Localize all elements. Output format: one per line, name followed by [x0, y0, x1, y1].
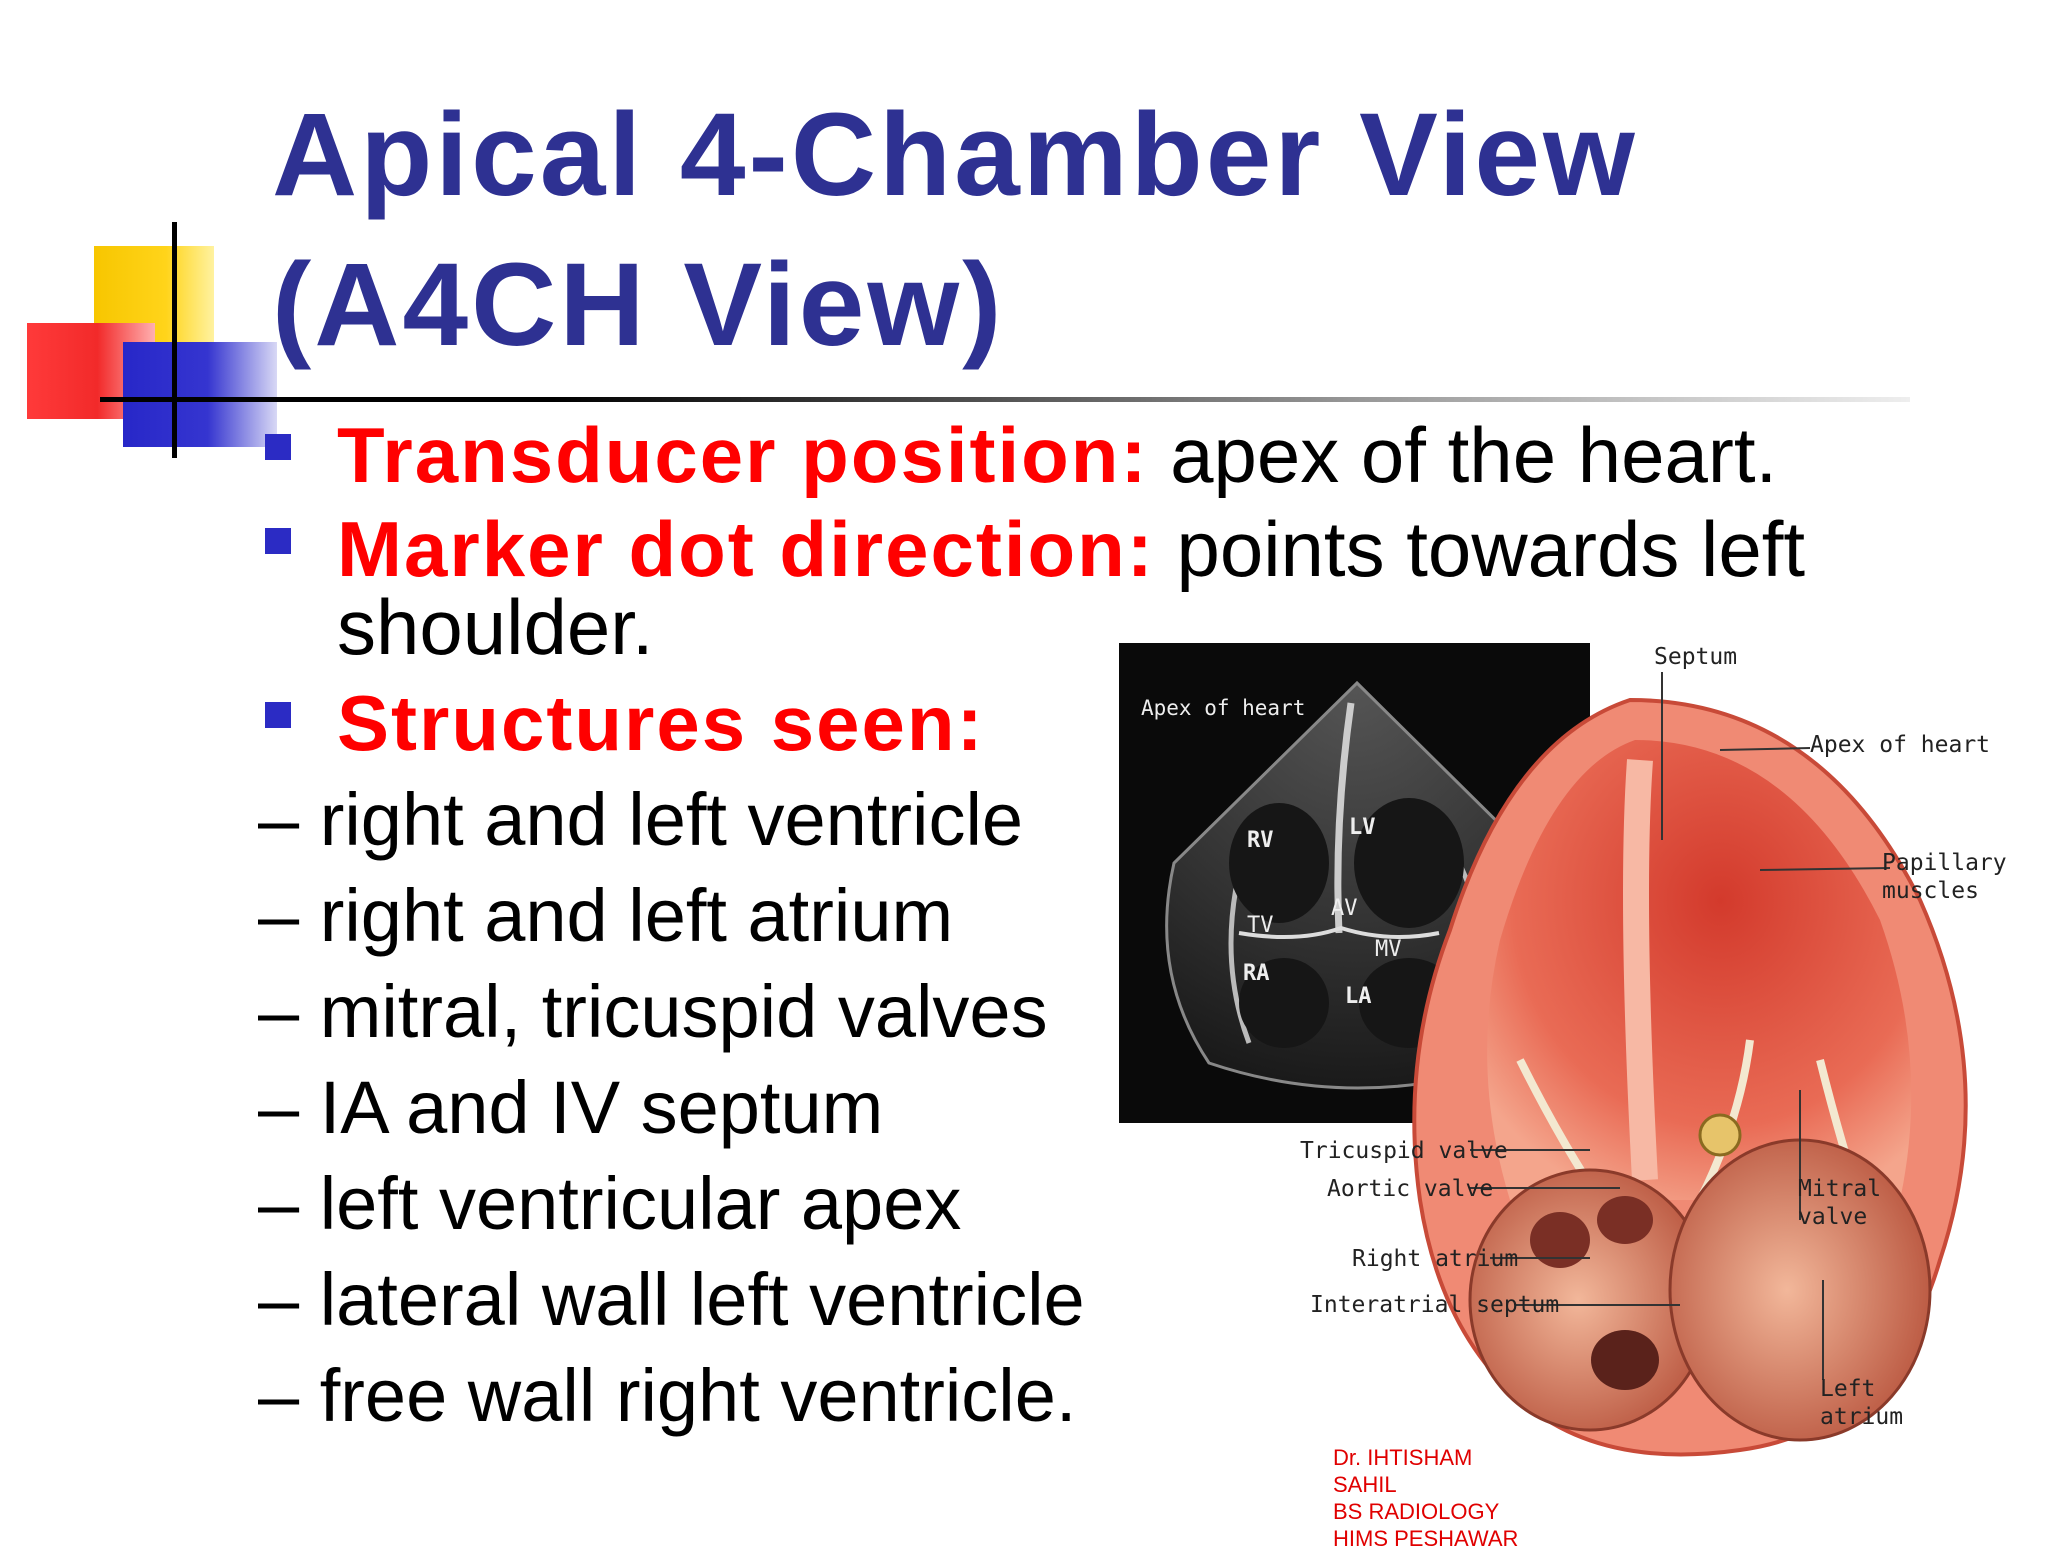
heart-anatomy-illustration [1300, 640, 2020, 1470]
anatomy-label-septum: Septum [1654, 644, 1738, 670]
echo-label-apex: Apex of heart [1141, 696, 1306, 720]
bullet-square-icon [265, 702, 291, 728]
structure-item: – right and left ventricle [258, 778, 1024, 861]
structure-item: – free wall right ventricle. [258, 1354, 1077, 1437]
anatomy-label-interatrial-septum: Interatrial septum [1310, 1292, 1560, 1318]
decor-vertical-line [172, 222, 177, 458]
title-line-2: (A4CH View) [272, 239, 1005, 371]
anatomy-label-tricuspid: Tricuspid valve [1300, 1138, 1508, 1164]
bullet-transducer-position [337, 410, 1777, 500]
echo-label-rv: RV [1247, 828, 1274, 853]
bullet-continuation: shoulder. [337, 583, 654, 671]
bullet-structures-seen [337, 678, 985, 768]
credit-line-1: Dr. IHTISHAM [1333, 1445, 1473, 1470]
structure-item: – IA and IV septum [258, 1066, 884, 1149]
anatomy-label-mitral-1: Mitral [1798, 1176, 1882, 1202]
anatomy-label-right-atrium: Right atrium [1352, 1246, 1519, 1272]
echo-label-av: AV [1331, 896, 1358, 921]
heart-cross-section-graphic [1300, 640, 2020, 1470]
bullet-text: apex of the heart. [1148, 411, 1778, 499]
decor-blue-square [123, 342, 277, 447]
bullet-marker-dot-direction [337, 504, 1805, 594]
echo-label-ra: RA [1243, 961, 1270, 986]
anatomy-label-left-atrium-1: Left [1820, 1376, 1876, 1402]
structure-item: – left ventricular apex [258, 1162, 962, 1245]
structure-item: – right and left atrium [258, 874, 954, 957]
structure-item: – lateral wall left ventricle [258, 1258, 1085, 1341]
anatomy-label-papillary-1: Papillary [1882, 850, 2007, 876]
bullet-label: Structures seen: [337, 679, 985, 767]
title-underline [100, 397, 1910, 402]
bullet-square-icon [265, 434, 291, 460]
title-line-1: Apical 4-Chamber View [272, 89, 1638, 221]
bullet-label: Transducer position: [337, 411, 1149, 499]
echo-label-lv: LV [1349, 815, 1376, 840]
anatomy-label-mitral-2: valve [1798, 1204, 1868, 1230]
bullet-label: Marker dot direction: [337, 505, 1155, 593]
anatomy-label-papillary-2: muscles [1882, 878, 1979, 904]
slide-title [272, 80, 1638, 380]
anatomy-label-aortic: Aortic valve [1327, 1176, 1494, 1202]
echo-label-la: LA [1345, 984, 1372, 1009]
bullet-square-icon [265, 528, 291, 554]
credit-line-3: BS RADIOLOGY [1333, 1499, 1500, 1524]
credit-line-4: HIMS PESHAWAR [1333, 1526, 1519, 1551]
echo-label-mv: MV [1375, 937, 1402, 962]
structure-item: – mitral, tricuspid valves [258, 970, 1048, 1053]
anatomy-label-left-atrium-2: atrium [1820, 1404, 1904, 1430]
bullet-text: points towards left [1154, 505, 1806, 593]
anatomy-label-apex: Apex of heart [1810, 732, 1991, 758]
echo-label-tv: TV [1247, 913, 1274, 938]
credit-line-2: SAHIL [1333, 1472, 1397, 1497]
